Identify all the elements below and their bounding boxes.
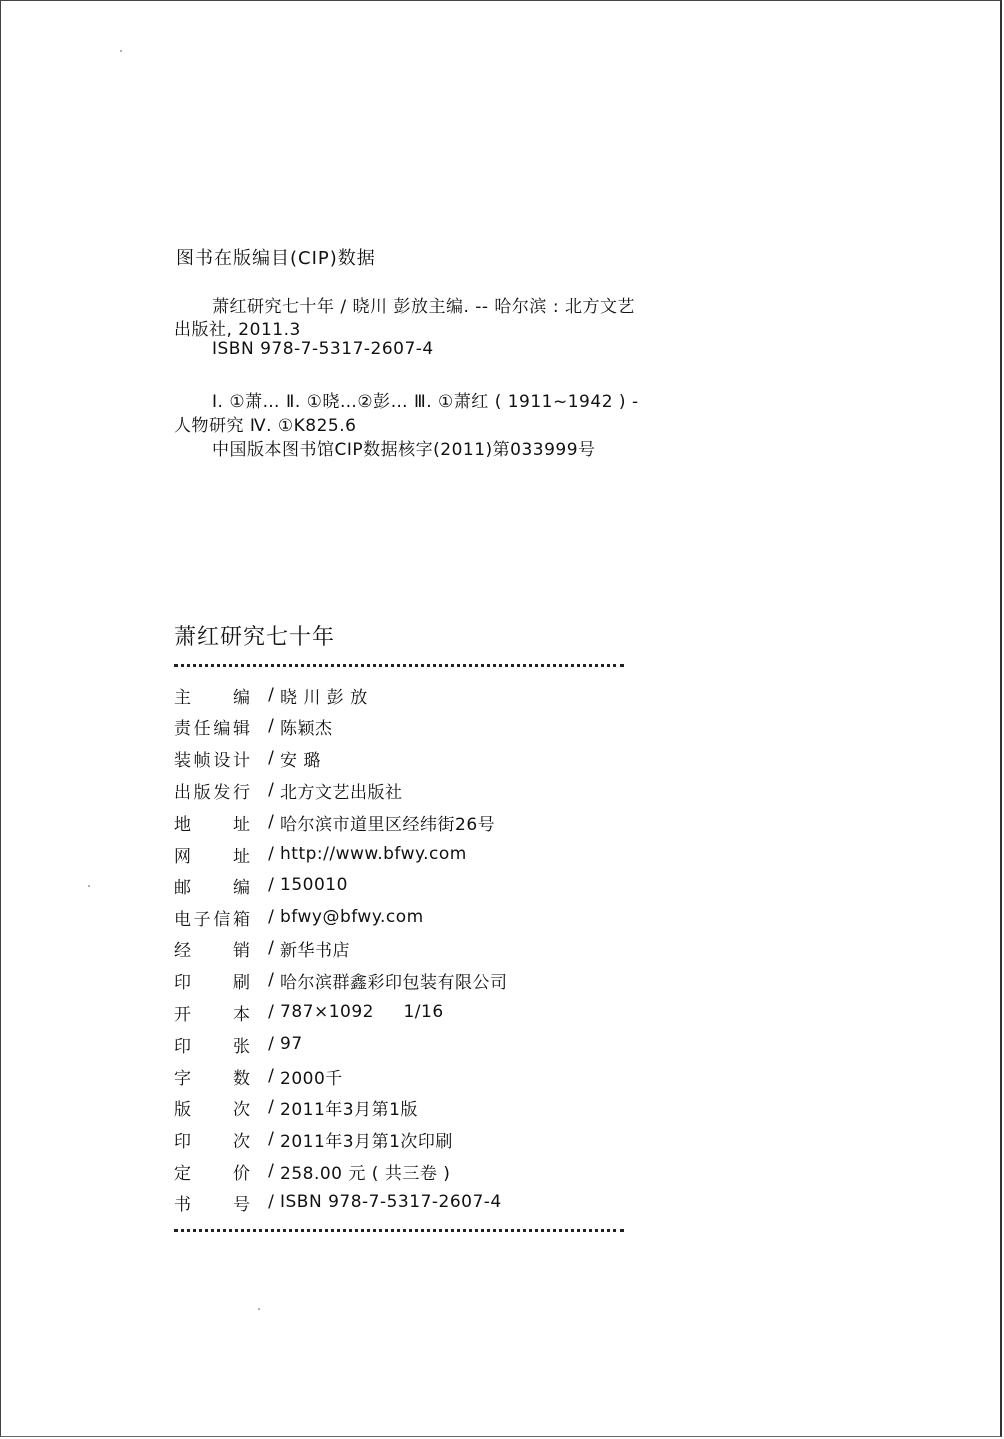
colophon-label: 开本 — [174, 1004, 250, 1025]
colophon-value: 787×1092 1/16 — [280, 1002, 444, 1022]
colophon-value: 陈颖杰 — [280, 718, 333, 739]
colophon-label: 定价 — [174, 1163, 250, 1184]
colophon-value: 2011年3月第1版 — [280, 1099, 418, 1120]
colophon-separator: / — [268, 1161, 274, 1181]
colophon-row-book-number — [174, 1188, 502, 1216]
colophon-value: http://www.bfwy.com — [280, 844, 467, 864]
colophon-value: 2011年3月第1次印刷 — [280, 1131, 453, 1152]
cip-entry-line-2: 出版社, 2011.3 — [174, 320, 301, 340]
colophon-label: 字数 — [174, 1068, 250, 1089]
colophon-label: 经销 — [174, 940, 250, 961]
colophon-row-publisher — [174, 776, 403, 804]
colophon-separator: / — [268, 970, 274, 990]
colophon-row-email — [174, 903, 424, 931]
colophon-label: 版次 — [174, 1099, 250, 1120]
colophon-label: 主编 — [174, 687, 250, 708]
scan-speck — [258, 1308, 260, 1310]
colophon-separator: / — [268, 1034, 274, 1054]
colophon-value: 哈尔滨市道里区经纬街26号 — [280, 814, 496, 835]
colophon-separator: / — [268, 748, 274, 768]
colophon-value: 晓 川 彭 放 — [280, 687, 368, 708]
colophon-separator: / — [268, 938, 274, 958]
colophon-row-address — [174, 808, 495, 836]
colophon-row-edition — [174, 1093, 418, 1121]
colophon-value: 安 璐 — [280, 750, 321, 771]
colophon-row-binding-design — [174, 744, 321, 772]
cip-entry-line-1: 萧红研究七十年 / 晓川 彭放主编. -- 哈尔滨 : 北方文艺 — [212, 297, 635, 317]
cip-heading: 图书在版编目(CIP)数据 — [176, 248, 376, 269]
colophon-separator: / — [268, 1097, 274, 1117]
colophon-separator: / — [268, 780, 274, 800]
colophon-row-chief-editor — [174, 681, 368, 709]
colophon-value: 新华书店 — [280, 940, 350, 961]
colophon-row-price — [174, 1157, 450, 1185]
colophon-value: ISBN 978-7-5317-2607-4 — [280, 1192, 502, 1212]
colophon-separator: / — [268, 844, 274, 864]
colophon-label: 印张 — [174, 1036, 250, 1057]
scan-speck — [120, 50, 122, 52]
colophon-row-website — [174, 840, 467, 868]
colophon-row-printed-sheets — [174, 1030, 303, 1058]
colophon-separator: / — [268, 1002, 274, 1022]
colophon-separator: / — [268, 812, 274, 832]
colophon-label: 网址 — [174, 846, 250, 867]
scan-speck — [88, 885, 90, 887]
colophon-row-format — [174, 998, 444, 1026]
colophon-label: 邮编 — [174, 877, 250, 898]
colophon-row-responsible-editor — [174, 712, 333, 740]
colophon-separator: / — [268, 1129, 274, 1149]
cip-isbn-line: ISBN 978-7-5317-2607-4 — [212, 339, 434, 359]
colophon-separator: / — [268, 1066, 274, 1086]
colophon-row-printer — [174, 966, 508, 994]
colophon-row-distributor — [174, 934, 350, 962]
cip-record-number: 中国版本图书馆CIP数据核字(2011)第033999号 — [212, 440, 596, 460]
colophon-separator: / — [268, 685, 274, 705]
colophon-row-word-count — [174, 1062, 343, 1090]
colophon-label: 印次 — [174, 1131, 250, 1152]
cip-classification-line-2: 人物研究 Ⅳ. ①K825.6 — [174, 416, 357, 436]
colophon-label: 印刷 — [174, 972, 250, 993]
book-title: 萧红研究七十年 — [174, 625, 336, 650]
colophon-label: 责任编辑 — [174, 718, 250, 739]
colophon-value: 97 — [280, 1034, 303, 1054]
colophon-value: 2000千 — [280, 1068, 343, 1089]
colophon-separator: / — [268, 875, 274, 895]
colophon-separator: / — [268, 1192, 274, 1212]
colophon-value: 150010 — [280, 875, 348, 895]
colophon-row-postcode — [174, 871, 348, 899]
colophon-label: 电子信箱 — [174, 909, 250, 930]
colophon-value: bfwy@bfwy.com — [280, 907, 424, 927]
colophon-separator: / — [268, 907, 274, 927]
colophon-label: 书号 — [174, 1194, 250, 1215]
top-dotted-rule — [174, 664, 624, 667]
colophon-label: 装帧设计 — [174, 750, 250, 771]
colophon-row-printing — [174, 1125, 453, 1153]
colophon-value: 北方文艺出版社 — [280, 782, 403, 803]
colophon-value: 哈尔滨群鑫彩印包装有限公司 — [280, 972, 508, 993]
cip-classification-line-1: Ⅰ. ①萧… Ⅱ. ①晓…②彭… Ⅲ. ①萧红 ( 1911~1942 ) - — [212, 392, 639, 412]
colophon-separator: / — [268, 716, 274, 736]
colophon-label: 出版发行 — [174, 782, 250, 803]
colophon-label: 地址 — [174, 814, 250, 835]
bottom-dotted-rule — [174, 1229, 624, 1232]
colophon-value: 258.00 元 ( 共三卷 ) — [280, 1163, 451, 1184]
